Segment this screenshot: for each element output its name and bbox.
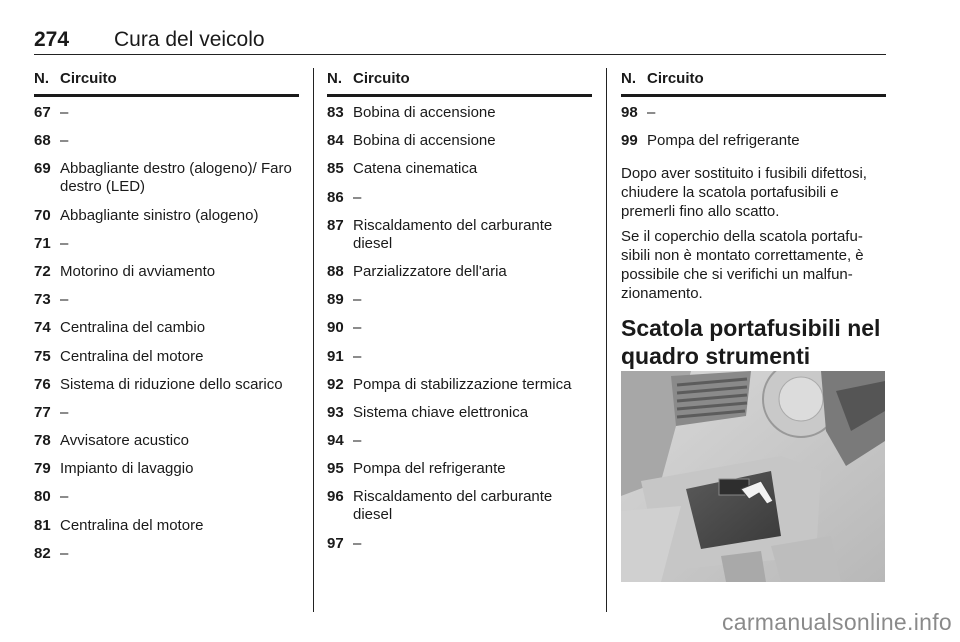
circuit-number: 83 [327,104,344,121]
table-row [34,319,299,337]
fuse-table-column-3 [621,68,886,150]
circuit-description: – [353,319,362,337]
circuit-description: Centralina del motore [60,516,204,534]
circuit-description: – [60,234,69,252]
table-row [327,404,592,422]
table-row [621,104,886,122]
circuit-description: – [60,488,69,506]
circuit-description: – [60,403,69,421]
circuit-number: 80 [34,488,51,506]
circuit-number: 78 [34,432,51,450]
table-row [34,104,299,122]
circuit-number: 96 [327,488,344,506]
table-rows [327,104,592,553]
circuit-description: – [60,291,69,309]
instrument-panel-fusebox-photo [621,371,885,582]
table-row [34,376,299,394]
circuit-description: – [60,104,69,121]
table-row [34,160,299,196]
circuit-number: 87 [327,216,344,234]
circuit-description: Parzializzatore dell'aria [353,262,507,280]
table-row [327,189,592,207]
table-row [34,517,299,535]
circuit-number: 81 [34,516,51,534]
table-row [327,263,592,281]
circuit-description: Avvisatore acustico [60,432,189,450]
page-header [34,28,886,54]
circuit-description: Pompa di stabilizzazione termica [353,375,572,393]
circuit-number: 97 [327,534,344,552]
circuit-description: – [353,188,362,206]
circuit-description: Centralina del cambio [60,319,206,337]
circuit-number: 88 [327,262,344,280]
table-row [327,348,592,366]
circuit-number: 73 [34,291,51,309]
paragraph-cover-warning: Se il coperchio della scatola portafusibili non è montato correttamente, è possibile che si verifichi un malfunzionamento. [621,228,864,302]
table-header [34,68,299,97]
circuit-number: 67 [34,104,51,121]
circuit-description: Catena cinematica [353,160,478,178]
table-row [327,217,592,253]
circuit-description: – [353,432,362,450]
table-row [34,460,299,478]
table-row [34,545,299,563]
fuse-table-column-1 [34,68,299,563]
table-row [621,132,886,150]
circuit-number: 93 [327,403,344,421]
page-number: 274 [34,28,70,51]
table-header [621,68,886,97]
circuit-description: – [353,291,362,309]
circuit-description: Abbagliante destro (alogeno)/ Faro destro (LED) [60,160,292,196]
circuit-description: Bobina di accensione [353,132,496,150]
header-number-label: N. [621,70,636,87]
circuit-description: Riscaldamento del carburante diesel [353,216,553,252]
circuit-description: Sistema chiave elettronica [353,403,529,421]
header-number-label: N. [327,70,342,87]
circuit-number: 90 [327,319,344,337]
table-row [327,132,592,150]
watermark: carmanualsonline.info [721,609,952,635]
table-row [327,376,592,394]
circuit-number: 71 [34,234,51,252]
circuit-number: 79 [34,460,51,478]
circuit-description: Riscaldamento del carburante diesel [353,488,553,524]
circuit-description: Centralina del motore [60,347,204,365]
dashboard-illustration [621,371,885,582]
table-rows [621,104,886,150]
header-circuit-label: Circuito [60,70,117,87]
table-row [327,460,592,478]
circuit-number: 70 [34,206,51,224]
circuit-description: – [60,132,69,150]
header-circuit-label: Circuito [353,70,410,87]
table-row [327,432,592,450]
circuit-number: 69 [34,160,51,178]
table-header [327,68,592,97]
circuit-number: 99 [621,132,638,150]
header-circuit-label: Circuito [647,70,704,87]
table-row [34,432,299,450]
table-row [327,291,592,309]
circuit-number: 85 [327,160,344,178]
header-number-label: N. [34,70,49,87]
table-row [327,104,592,122]
column-divider [606,68,607,612]
circuit-description: Pompa del refrigerante [647,132,800,150]
circuit-description: Motorino di avviamento [60,262,216,280]
circuit-number: 68 [34,132,51,150]
table-row [34,207,299,225]
circuit-description: – [353,347,362,365]
column-divider [313,68,314,612]
circuit-number: 75 [34,347,51,365]
table-row [34,404,299,422]
circuit-description: Impianto di lavaggio [60,460,194,478]
table-row [327,535,592,553]
circuit-number: 91 [327,347,344,365]
circuit-number: 72 [34,262,51,280]
circuit-number: 74 [34,319,51,337]
table-row [327,319,592,337]
paragraph-replace-fuses: Dopo aver sostituito i fusibili difettosi, chiudere la scatola portafusibili e premerli fino allo scatto. [621,165,867,220]
table-row [327,488,592,524]
table-row [34,132,299,150]
circuit-description: Bobina di accensione [353,104,496,121]
circuit-number: 95 [327,460,344,478]
table-row [327,160,592,178]
circuit-description: Sistema di riduzione dello scarico [60,375,283,393]
circuit-number: 94 [327,432,344,450]
circuit-number: 98 [621,104,638,121]
table-row [34,263,299,281]
circuit-number: 86 [327,188,344,206]
table-row [34,235,299,253]
circuit-description: – [353,534,362,552]
circuit-number: 89 [327,291,344,309]
header-divider [34,54,886,55]
circuit-description: – [647,104,656,121]
circuit-number: 84 [327,132,344,150]
page-title: Cura del veicolo [114,28,265,51]
circuit-number: 82 [34,544,51,562]
section-heading: Scatola portafusibili nel quadro strumenti [621,315,881,369]
circuit-description: – [60,544,69,562]
table-row [34,291,299,309]
circuit-description: Pompa del refrigerante [353,460,506,478]
circuit-number: 77 [34,403,51,421]
table-row [34,488,299,506]
table-row [34,348,299,366]
table-rows [34,104,299,563]
fuse-table-column-2 [327,68,592,553]
circuit-number: 76 [34,375,51,393]
circuit-description: Abbagliante sinistro (alogeno) [60,206,259,224]
circuit-number: 92 [327,375,344,393]
